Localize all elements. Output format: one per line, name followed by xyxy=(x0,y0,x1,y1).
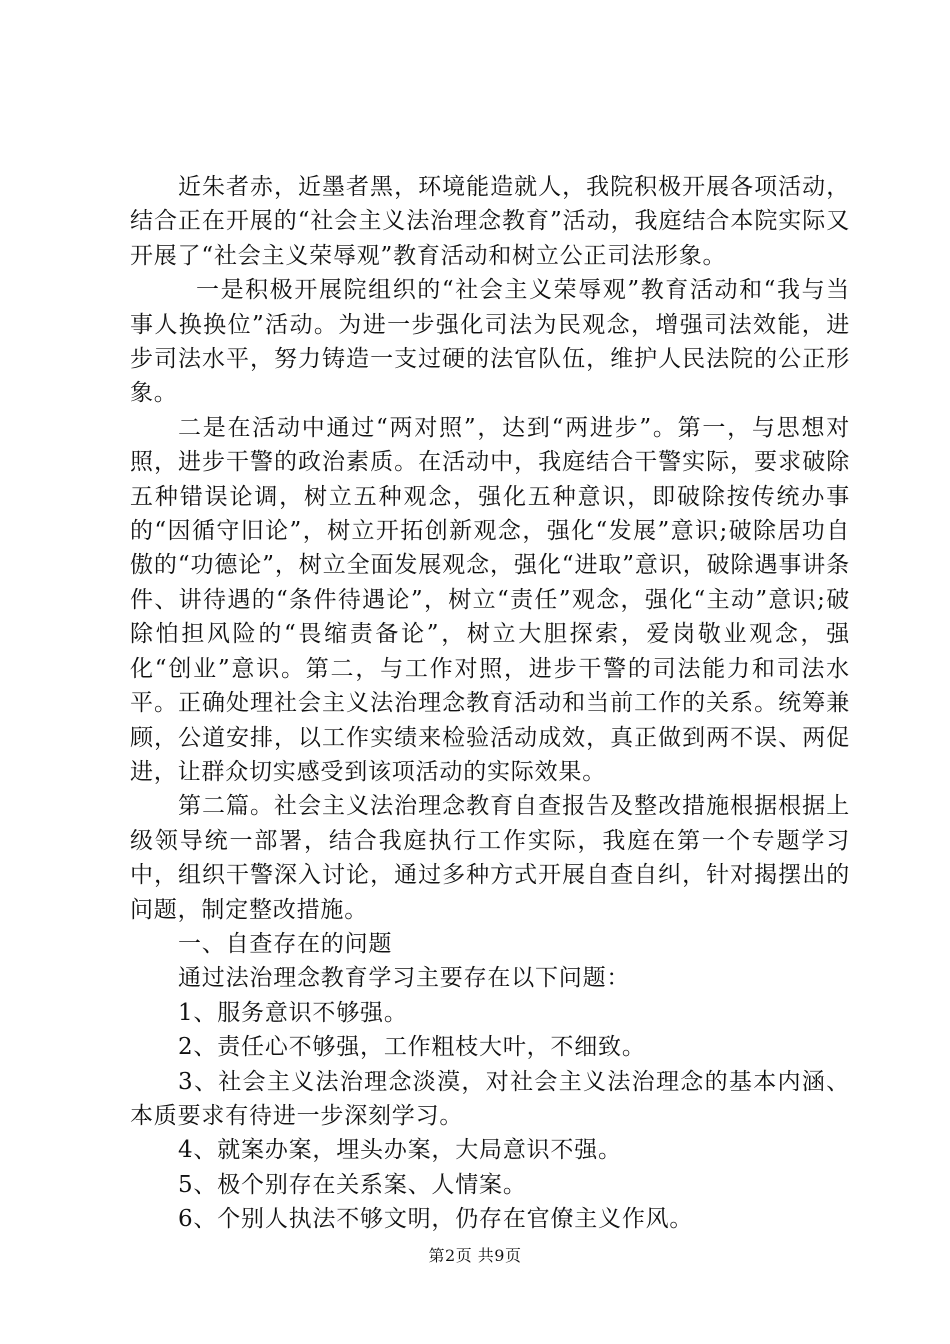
list-item: 4、就案办案，埋头办案，大局意识不强。 xyxy=(178,1137,622,1164)
document-body xyxy=(130,170,850,1237)
list-item: 5、极个别存在关系案、人情案。 xyxy=(178,1171,527,1198)
list-item: 3、社会主义法治理念淡漠，对社会主义法治理念的基本内涵、本质要求有待进一步深刻学习。 xyxy=(130,1068,850,1129)
list-item: 1、服务意识不够强。 xyxy=(178,999,408,1026)
page-footer: 第2页 共9页 xyxy=(428,1246,522,1265)
paragraph-second-article: 第二篇。社会主义法治理念教育自查报告及整改措施根据根据上级领导统一部署，结合我庭执行工作实际，我庭在第一个专题学习中，组织干警深入讨论，通过多种方式开展自查自纠，针对揭摆出的问题，制定整改措施。 xyxy=(130,793,850,923)
paragraph-intro: 近朱者赤，近墨者黑，环境能造就人，我院积极开展各项活动，结合正在开展的“社会主义法治理念教育”活动，我庭结合本院实际又开展了“社会主义荣辱观”教育活动和树立公正司法形象。 xyxy=(130,174,850,269)
list-intro: 通过法治理念教育学习主要存在以下问题： xyxy=(178,965,631,992)
paragraph-point-two: 二是在活动中通过“两对照”，达到“两进步”。第一，与思想对照，进步干警的政治素质。在活动中，我庭结合干警实际，要求破除五种错误论调，树立五种观念，强化五种意识，即破除按传统办事的“因循守旧论”，树立开拓创新观念，强化“发展”意识;破除居功自傲的“功德论”，树立全面发展观念，强化“进取”意识，破除遇事讲条件、讲待遇的“条件待遇论”，树立“责任”观念，强化“主动”意识;破除怕担风险的“畏缩责备论”，树立大胆探索，爱岗敬业观念，强化“创业”意识。第二，与工作对照，进步干警的司法能力和司法水平。正确处理社会主义法治理念教育活动和当前工作的关系。统筹兼顾，公道安排，以工作实绩来检验活动成效，真正做到两不误、两促进，让群众切实感受到该项活动的实际效果。 xyxy=(130,414,850,785)
list-item: 2、责任心不够强，工作粗枝大叶，不细致。 xyxy=(178,1034,646,1061)
section-heading: 一、自查存在的问题 xyxy=(178,930,393,957)
list-item: 6、个别人执法不够文明，仍存在官僚主义作风。 xyxy=(178,1206,694,1233)
paragraph-point-one: 一是积极开展院组织的“社会主义荣辱观”教育活动和“我与当事人换换位”活动。为进一步强化司法为民观念，增强司法效能，进步司法水平，努力铸造一支过硬的法官队伍，维护人民法院的公正形象。 xyxy=(130,277,850,407)
